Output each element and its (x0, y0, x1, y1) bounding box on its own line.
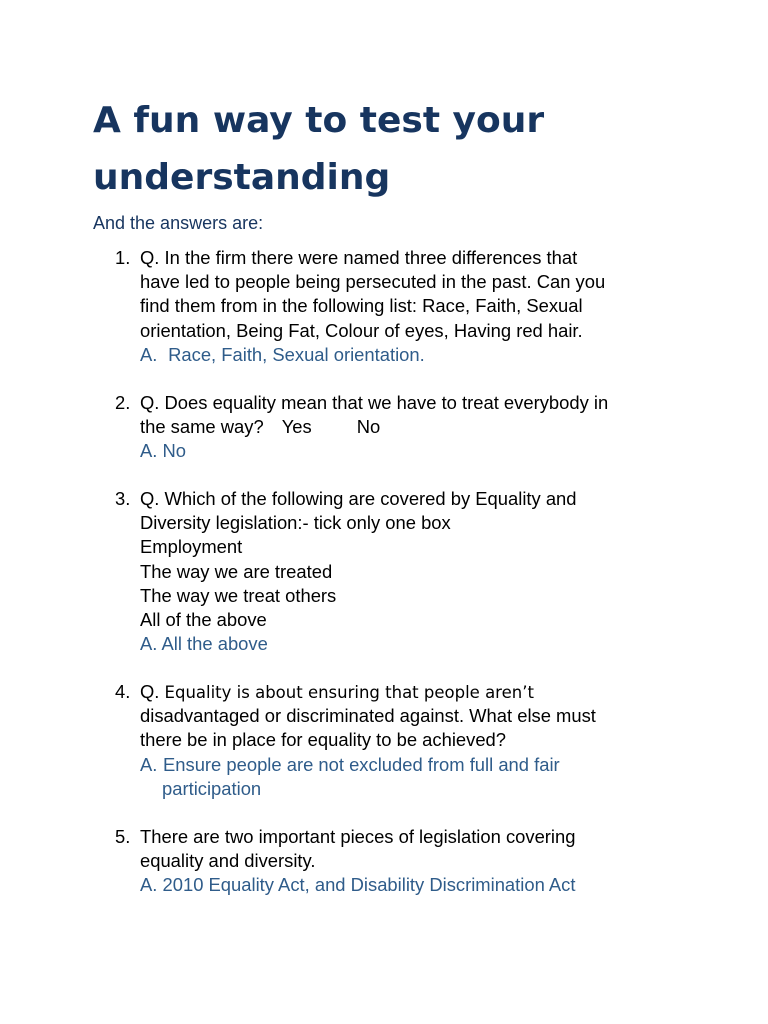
answer-line (140, 632, 268, 656)
answer-text: 2010 Equality Act, and Disability Discrimination Act (162, 874, 576, 896)
answer-text: All the above (161, 633, 268, 655)
answer-text: Ensure people are not excluded from full and fair (163, 753, 560, 775)
answer-line (140, 439, 186, 463)
option-text: All of the above (140, 609, 267, 630)
question-line: Q. Which of the following are covered by Equality and (140, 488, 577, 509)
answer-line (140, 343, 425, 367)
answer-text: No (162, 440, 187, 462)
answer-label: A. (140, 440, 158, 462)
question-prefix: Q. (140, 681, 160, 702)
item-number: 5. (115, 826, 131, 847)
question-line: Q. Does equality mean that we have to treat everybody in (140, 392, 609, 413)
answer-label: A. (140, 874, 158, 896)
answer-label: A. (140, 753, 158, 775)
option-text: Employment (140, 536, 243, 558)
option-text: The way we are treated (140, 560, 333, 582)
question-text: the same way? (140, 416, 264, 438)
answer-line (140, 753, 560, 777)
item-number: 1. (115, 247, 131, 268)
answer-label: A. (140, 633, 158, 655)
item-number: 4. (115, 681, 131, 702)
question-line (140, 680, 534, 705)
item-number: 2. (115, 392, 131, 413)
question-line (140, 415, 380, 439)
option-no: No (356, 416, 381, 438)
answer-text: Race, Faith, Sexual orientation. (168, 343, 425, 365)
answer-line (140, 873, 575, 897)
question-text: Equality is about ensuring that people aren’t (164, 683, 534, 702)
question-line: Diversity legislation:- tick only one box (140, 512, 451, 534)
page-title: A fun way to test your understanding (93, 100, 545, 198)
option-yes: Yes (281, 416, 312, 438)
question-line: have led to people being persecuted in the past. Can you (140, 271, 606, 293)
question-line: disadvantaged or discriminated against. What else must (140, 705, 596, 727)
item-number: 3. (115, 488, 131, 509)
question-line: there be in place for equality to be achieved? (140, 729, 507, 751)
question-line: Q. In the firm there were named three differences that (140, 247, 578, 268)
question-line: orientation, Being Fat, Colour of eyes, Having red hair. (140, 319, 583, 341)
question-line: find them from in the following list: Race, Faith, Sexual (140, 295, 583, 317)
answer-line: participation (162, 777, 262, 799)
answer-label: A. (140, 343, 158, 365)
option-text: The way we treat others (140, 584, 337, 606)
question-line: There are two important pieces of legislation covering (140, 826, 576, 847)
intro-text: And the answers are: (93, 213, 264, 233)
question-line: equality and diversity. (140, 850, 316, 872)
